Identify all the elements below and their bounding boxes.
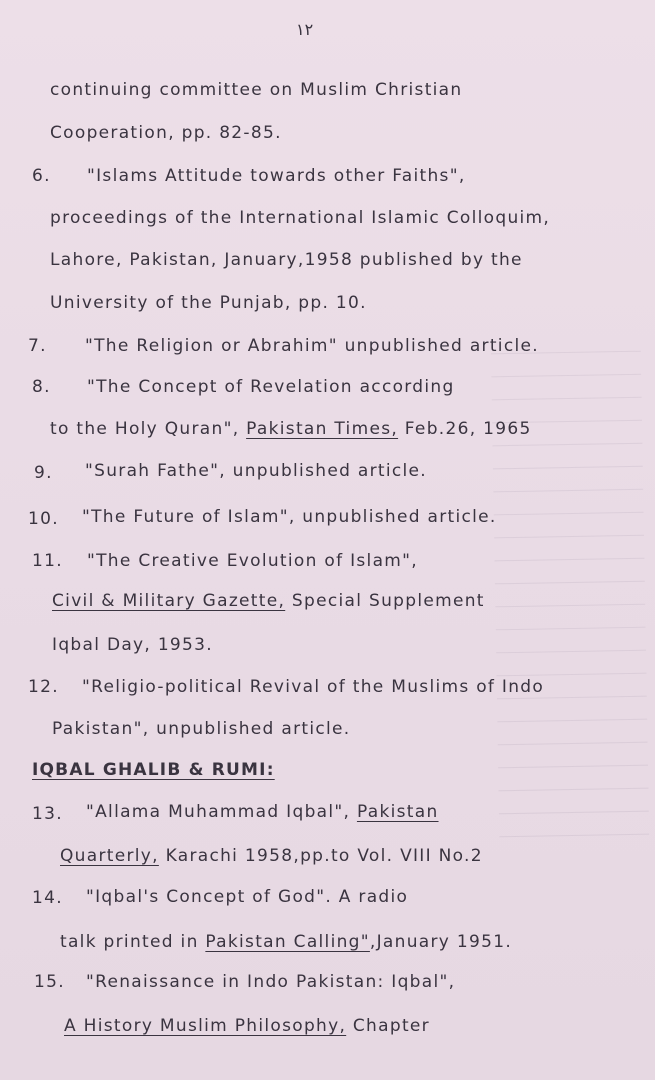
citation-title: Pakistan Times, [246,419,399,439]
list-item-text: to the Holy Quran", Pakistan Times, Feb.26, 1965 [50,419,532,439]
list-item-number: 10. [28,509,59,529]
section-heading: IQBAL GHALIB & RUMI: [32,760,275,780]
list-item-text: Pakistan", unpublished article. [52,719,351,739]
list-item-number: 15. [34,972,65,992]
citation-title: Quarterly, [60,846,159,866]
list-item-text: Civil & Military Gazette, Special Supplement [52,591,485,611]
list-item-text: "The Religion or Abrahim" unpublished article. [85,336,539,356]
citation-title: Civil & Military Gazette, [52,591,286,611]
citation-title: Pakistan Calling" [205,932,370,952]
list-item-text: "Religio-political Revival of the Muslims of Indo [82,677,545,697]
bleed-through-text [490,329,649,852]
list-item-text: University of the Punjab, pp. 10. [50,293,367,313]
page-number: ۱۲ [296,20,314,39]
list-item-number: 12. [28,677,59,697]
list-item-text: "Allama Muhammad Iqbal", Pakistan [86,802,439,822]
list-item-text: "Surah Fathe", unpublished article. [85,461,427,481]
list-item-number: 11. [32,551,63,571]
list-item-number: 13. [32,804,63,824]
list-item-text: A History Muslim Philosophy, Chapter [64,1016,430,1036]
list-item-number: 7. [28,336,47,356]
citation-title: Pakistan [356,802,439,822]
list-item-text: proceedings of the International Islamic Colloquim, [50,208,551,228]
list-item-text: Iqbal Day, 1953. [52,635,213,655]
list-item-text: talk printed in Pakistan Calling",January 1951. [60,932,513,952]
list-item-text: "The Creative Evolution of Islam", [87,551,418,571]
list-item-text: "Renaissance in Indo Pakistan: Iqbal", [86,972,456,992]
list-item-number: 14. [32,888,63,908]
text-line: continuing committee on Muslim Christian [50,80,463,100]
list-item-number: 9. [34,463,53,483]
text-line: Cooperation, pp. 82-85. [50,123,282,143]
list-item-number: 8. [32,377,51,397]
list-item-number: 6. [32,166,51,186]
list-item-text: Lahore, Pakistan, January,1958 published by the [50,250,523,270]
list-item-text: "The Future of Islam", unpublished article. [82,507,497,527]
citation-title: A History Muslim Philosophy, [64,1016,347,1036]
list-item-text: "The Concept of Revelation according [87,377,455,397]
list-item-text: "Iqbal's Concept of God". A radio [86,887,409,907]
list-item-text: Quarterly, Karachi 1958,pp.to Vol. VIII No.2 [60,846,483,866]
list-item-text: "Islams Attitude towards other Faiths", [87,166,466,186]
